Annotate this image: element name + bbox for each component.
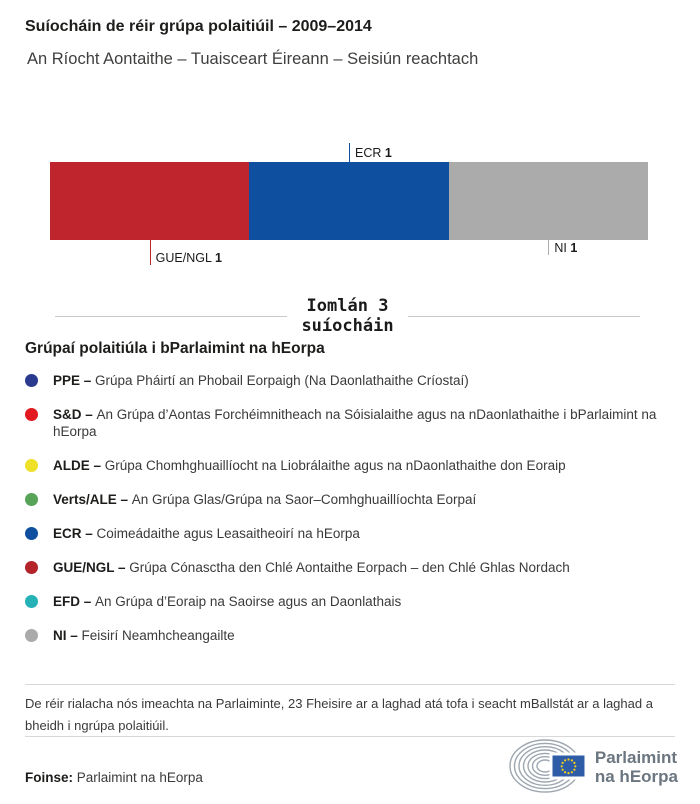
page-title: Suíocháin de réir grúpa polaitiúil – 2009–2014: [25, 18, 372, 35]
legend-item-GUE/NGL: [25, 559, 677, 576]
legend-item-text: GUE/NGL – Grúpa Cónasctha den Chlé Aontaithe Eorpach – den Chlé Ghlas Nordach: [53, 560, 570, 575]
seat-bar: [50, 162, 648, 240]
legend-item-text: PPE – Grúpa Pháirtí an Phobail Eorpaigh (Na Daonlathaithe Críostaí): [53, 373, 469, 388]
footnote-divider-bottom: [25, 736, 675, 737]
legend-item-S&D: [25, 406, 677, 440]
callout-tick-ECR: [349, 143, 350, 162]
legend-item-PPE: [25, 372, 677, 389]
source-label: Foinse:: [25, 770, 74, 785]
eu-flag-icon: [551, 754, 586, 778]
legend-dot-icon: [25, 493, 38, 506]
total-label-line2: suíocháin: [301, 316, 394, 336]
chart: [50, 146, 648, 265]
legend-dot-icon: [25, 595, 38, 608]
hemicycle-icon: [509, 739, 589, 795]
total-label: [287, 296, 407, 336]
bar-segment-NI: [449, 162, 648, 240]
legend-list: [25, 372, 677, 644]
legend-item-text: NI – Feisirí Neamhcheangailte: [53, 628, 235, 643]
total-rule-right: [408, 316, 640, 317]
legend-item-NI: [25, 627, 677, 644]
legend-item-text: EFD – An Grúpa d’Eoraip na Saoirse agus an Daonlathais: [53, 594, 402, 609]
total-seats: [55, 296, 640, 336]
bar-segment-GUE/NGL: [50, 162, 249, 240]
european-parliament-logo: [509, 739, 678, 795]
legend-heading: Grúpaí polaitiúla i bParlaimint na hEorpa: [25, 340, 325, 357]
legend-dot-icon: [25, 408, 38, 421]
legend-item-text: S&D – An Grúpa d’Aontas Forchéimnitheach na Sóisialaithe agus na nDaonlathaithe i bParlaimint na hEorpa: [53, 407, 657, 439]
logo-text-line2: na hEorpa: [594, 767, 678, 786]
callout-label-ECR: ECR 1: [355, 146, 392, 160]
legend-dot-icon: [25, 374, 38, 387]
logo-text-line1: Parlaimint: [594, 748, 678, 767]
total-label-line1: Iomlán 3: [306, 296, 389, 316]
bar-segment-ECR: [249, 162, 448, 240]
legend-item-ECR: [25, 525, 677, 542]
legend-dot-icon: [25, 527, 38, 540]
legend-item-EFD: [25, 593, 677, 610]
callout-tick-NI: [548, 240, 549, 255]
legend-item-text: ALDE – Grúpa Chomhghuaillíocht na Liobrálaithe agus na nDaonlathaithe don Eoraip: [53, 458, 566, 473]
legend-item-text: Verts/ALE – An Grúpa Glas/Grúpa na Saor–Comhghuaillíochta Eorpaí: [53, 492, 477, 507]
logo-text: [595, 748, 678, 786]
legend-dot-icon: [25, 629, 38, 642]
legend-item-text: ECR – Coimeádaithe agus Leasaitheoirí na hEorpa: [53, 526, 360, 541]
total-rule-left: [55, 316, 287, 317]
callout-tick-GUE/NGL: [150, 240, 151, 265]
legend-dot-icon: [25, 561, 38, 574]
source-line: [25, 770, 203, 785]
callout-label-GUE/NGL: GUE/NGL 1: [155, 251, 222, 265]
legend-item-ALDE: [25, 457, 677, 474]
footnote-divider-top: [25, 684, 675, 685]
legend-item-Verts/ALE: [25, 491, 677, 508]
legend-dot-icon: [25, 459, 38, 472]
footnote: De réir rialacha nós imeachta na Parlaiminte, 23 Fheisire ar a laghad atá tofa i seacht mBallstát ar a laghad a bheidh i ngrúpa polaitiúil.: [25, 696, 653, 733]
page-subtitle: An Ríocht Aontaithe – Tuaisceart Éireann – Seisiún reachtach: [27, 50, 479, 68]
callout-label-NI: NI 1: [554, 241, 578, 255]
source-value: Parlaimint na hEorpa: [76, 770, 203, 785]
